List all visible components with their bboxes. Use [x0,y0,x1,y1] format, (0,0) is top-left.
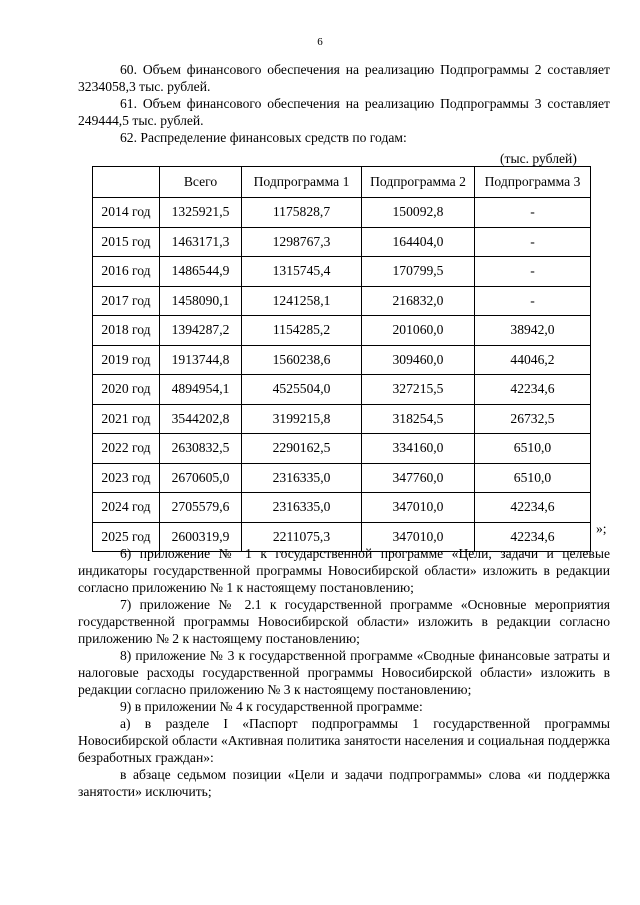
value-cell: 347760,0 [362,463,475,493]
value-cell: 327215,5 [362,375,475,405]
top-paragraphs [78,61,610,146]
year-cell: 2019 год [93,345,160,375]
value-cell: 1560238,6 [242,345,362,375]
year-cell: 2015 год [93,227,160,257]
paragraph: 9) в приложении № 4 к государственной программе: [120,699,423,714]
value-cell: 42234,6 [475,493,591,523]
value-cell: 2630832,5 [160,434,242,464]
paragraph: 7) приложение № 2.1 к государственной программе «Основные мероприятия государственной программы Новосибирской области» изложить в редакции согласно приложению № 2 к настоящему постановлению; [78,597,610,646]
value-cell: 2316335,0 [242,493,362,523]
year-cell: 2014 год [93,198,160,228]
table-row [93,434,591,464]
value-cell: 2705579,6 [160,493,242,523]
value-cell: 318254,5 [362,404,475,434]
table-row [93,375,591,405]
header-cell: Подпрограмма 3 [475,167,591,198]
table-row [93,463,591,493]
value-cell: 309460,0 [362,345,475,375]
table-row [93,316,591,346]
value-cell: 44046,2 [475,345,591,375]
table-body [93,198,591,552]
year-cell: 2016 год [93,257,160,287]
paragraph: 8) приложение № 3 к государственной программе «Сводные финансовые затраты и налоговые расходы государственной программы Новосибирской области» изложить в редакции согласно приложению № 3 к настоящему постановлению; [78,648,610,697]
table-row [93,286,591,316]
year-cell: 2025 год [93,522,160,552]
table-units: (тыс. рублей) [500,151,577,166]
value-cell: 1394287,2 [160,316,242,346]
value-cell: - [475,257,591,287]
value-cell: 164404,0 [362,227,475,257]
paragraph: в абзаце седьмом позиции «Цели и задачи подпрограммы» слова «и поддержка занятости» исключить; [78,767,610,799]
value-cell: 38942,0 [475,316,591,346]
header-cell [93,167,160,198]
year-cell: 2024 год [93,493,160,523]
value-cell: 1458090,1 [160,286,242,316]
value-cell: 347010,0 [362,522,475,552]
value-cell: 2600319,9 [160,522,242,552]
value-cell: 42234,6 [475,522,591,552]
paragraph: 6) приложение № 1 к государственной программе «Цели, задачи и целевые индикаторы государственной программы Новосибирской области» изложить в редакции согласно приложению № 1 к настоящему постановлению; [78,546,610,595]
value-cell: 6510,0 [475,463,591,493]
table-row [93,404,591,434]
value-cell: 1298767,3 [242,227,362,257]
value-cell: 26732,5 [475,404,591,434]
table-row [93,345,591,375]
value-cell: 6510,0 [475,434,591,464]
paragraph: 61. Объем финансового обеспечения на реализацию Подпрограммы 3 составляет 249444,5 тыс. рублей. [78,96,610,128]
year-cell: 2022 год [93,434,160,464]
value-cell: 2211075,3 [242,522,362,552]
closing-quote: »; [596,521,607,536]
value-cell: 2316335,0 [242,463,362,493]
value-cell: 334160,0 [362,434,475,464]
year-cell: 2023 год [93,463,160,493]
value-cell: - [475,286,591,316]
value-cell: 42234,6 [475,375,591,405]
value-cell: 3199215,8 [242,404,362,434]
value-cell: 201060,0 [362,316,475,346]
year-cell: 2018 год [93,316,160,346]
value-cell: 216832,0 [362,286,475,316]
value-cell: 1913744,8 [160,345,242,375]
paragraph: а) в разделе I «Паспорт подпрограммы 1 государственной программы Новосибирской области «Активная политика занятости населения и социальная поддержка безработных граждан»: [78,716,610,765]
value-cell: 2290162,5 [242,434,362,464]
value-cell: 347010,0 [362,493,475,523]
value-cell: 3544202,8 [160,404,242,434]
value-cell: 150092,8 [362,198,475,228]
value-cell: 1486544,9 [160,257,242,287]
header-cell: Всего [160,167,242,198]
value-cell: 1463171,3 [160,227,242,257]
header-cell: Подпрограмма 2 [362,167,475,198]
year-cell: 2020 год [93,375,160,405]
table-row [93,227,591,257]
table-row [93,257,591,287]
value-cell: - [475,198,591,228]
value-cell: 170799,5 [362,257,475,287]
financing-table [92,166,591,552]
value-cell: 4894954,1 [160,375,242,405]
paragraph: 62. Распределение финансовых средств по годам: [120,130,407,145]
value-cell: 1315745,4 [242,257,362,287]
value-cell: 2670605,0 [160,463,242,493]
value-cell: - [475,227,591,257]
year-cell: 2021 год [93,404,160,434]
paragraph: 60. Объем финансового обеспечения на реализацию Подпрограммы 2 составляет 3234058,3 тыс. рублей. [78,62,610,94]
year-cell: 2017 год [93,286,160,316]
value-cell: 4525504,0 [242,375,362,405]
value-cell: 1154285,2 [242,316,362,346]
value-cell: 1325921,5 [160,198,242,228]
value-cell: 1241258,1 [242,286,362,316]
table-row [93,493,591,523]
bottom-paragraphs [78,545,610,800]
table-header-row [93,167,591,198]
table-row [93,198,591,228]
value-cell: 1175828,7 [242,198,362,228]
header-cell: Подпрограмма 1 [242,167,362,198]
page-number: 6 [317,36,323,48]
